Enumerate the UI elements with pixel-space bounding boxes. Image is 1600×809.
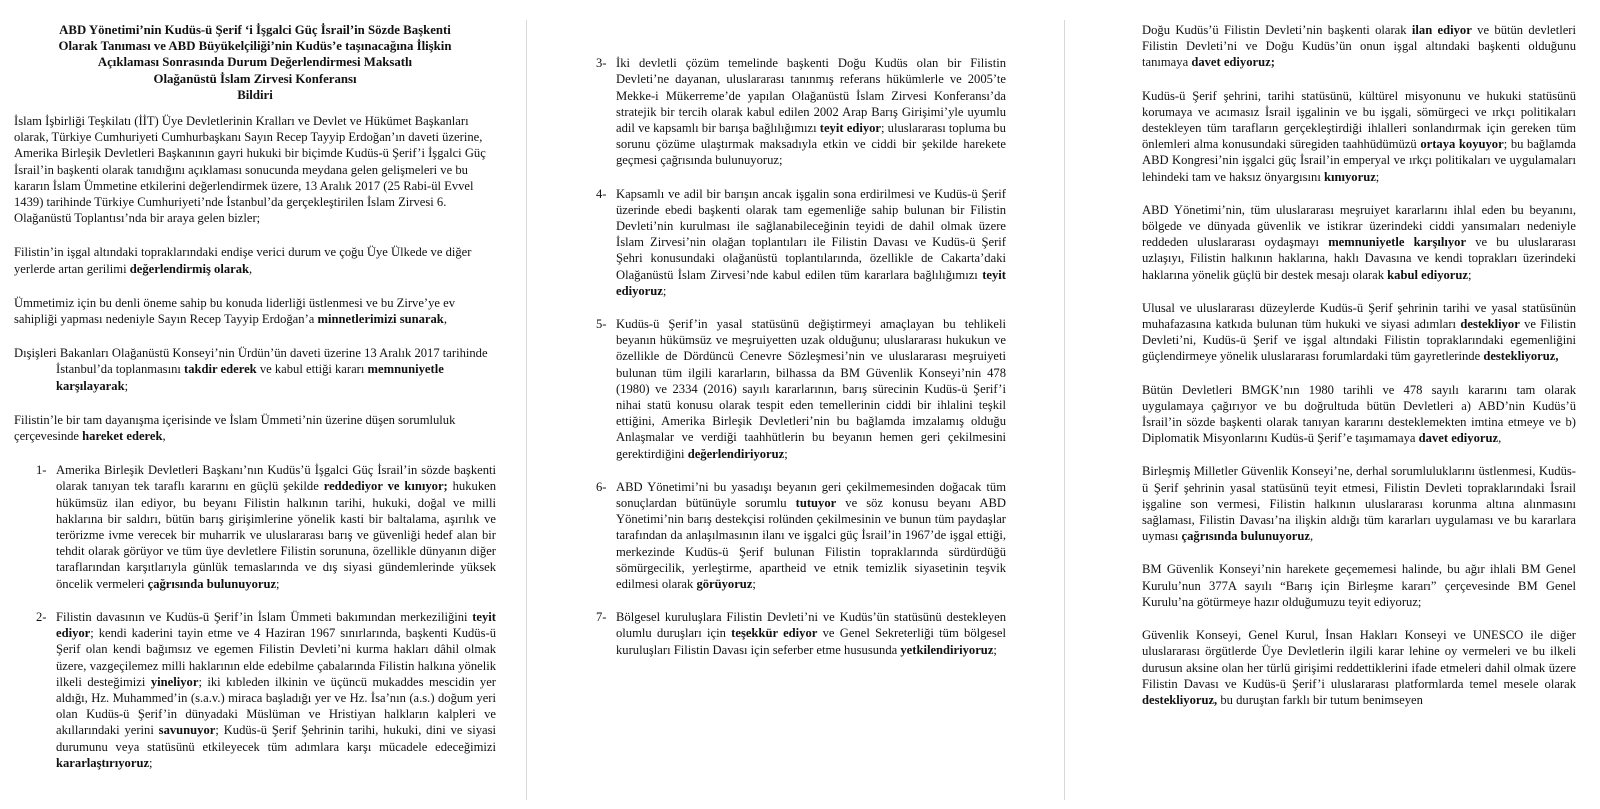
bold-text: teyit ediyor [56, 609, 496, 641]
text: Filistin’le bir tam dayanışma içerisinde ve İslam Ümmeti’nin üzerine düşen sorumluluk çerçevesinde [14, 412, 456, 444]
text: Bütün Devletleri BMGK’nın 1980 tarihli ve 478 sayılı kararını tam olarak uygulamaya çağırıyor ve bu doğrultuda bütün Devletleri a) ABD’nin Kudüs’ü İsrail’in sözde başkenti olarak tanıyan kararını desteklemekten imtina etmeye ve b) Diplomatik Misyonlarını Kudüs-ü Şerif’e taşımamaya [1142, 382, 1576, 446]
text: ; [784, 446, 788, 461]
title-line: Olarak Tanıması ve ABD Büyükelçiliği’nin Kudüs’e taşınacağına İlişkin [58, 39, 452, 54]
bold-text: teyit ediyoruz [616, 267, 1006, 298]
list-item [574, 479, 1006, 592]
list-item [1118, 202, 1576, 283]
text: ; [752, 577, 756, 592]
bold-text: takdir ederek [184, 362, 257, 377]
continuation-wrapper [574, 22, 1006, 38]
bold-text: destekliyoruz, [1483, 349, 1559, 364]
bold-text: yetkilendiriyoruz [900, 642, 994, 657]
list-item [14, 462, 496, 592]
text: ABD Yönetimi’ni bu yasadışı beyanın geri çekilmemesinden doğacak tüm sonuçlardan bütünüyle sorumlu [616, 479, 1006, 511]
bold-text: görüyoruz [696, 577, 753, 592]
text: ve Genel Sekreterliği tüm bölgesel kuruluşları Filistin Davası için seferber etme hususunda [616, 626, 1006, 657]
bold-text: kabul ediyoruz [1387, 267, 1468, 282]
text: ; [149, 755, 153, 770]
bold-text: tutuyor [795, 496, 837, 511]
text: ; uluslararası topluma bu sorunu çözüme ulaştırmak maksadıyla etkin ve ciddi bir şekilde harekete geçmesi çağrısında bulunuyoruz; [616, 121, 1006, 168]
item-number: 6- [596, 479, 607, 494]
text: BM Güvenlik Konseyi’nin harekete geçememesi halinde, bu ağır ihlali BM Genel Kurulu’nun 377A sayılı “Barış için Birleşme kararı” çerçevesinde BM Genel Kurulu’na götürmeye hazır olduğumuzu teyit ediyoruz; [1142, 562, 1576, 609]
title-line: Bildiri [237, 87, 273, 102]
bold-text: çağrısında bulunuyoruz [147, 576, 277, 591]
bold-text: çağrısında bulunuyoruz [1181, 529, 1310, 544]
column-divider [1064, 20, 1065, 800]
bold-text: davet ediyoruz; [1191, 55, 1275, 70]
text: Kudüs-ü Şerif şehrini, tarihi statüsünü, kültürel misyonunu ve hukuki statüsünü korumaya ve acımasız İsrail işgalinin ve bu işgali, sömürgeci ve ırkçı politikaları destekleyen tüm tarafların gerçekleştirdiği ihlalleri sonlandırmak için gereken tüm önlemleri alma konusundaki süregiden taahhüdümüzü [1142, 88, 1576, 152]
text: Bölgesel kuruluşlara Filistin Devleti’ni ve Kudüs’ün statüsünü destekleyen olumlu duruşları için [616, 610, 1006, 641]
intro-paragraph [14, 244, 496, 276]
text: Güvenlik Konseyi, Genel Kurul, İnsan Hakları Konseyi ve UNESCO ile diğer uluslararası örgütlerde Üye Devletlerin ilgili karar lehine oy vermeleri ve bu ilkeli durusun aksine olan her türlü girişimi reddettiklerini ifade etmeleri dahil olmak üzere Filistin Davası ve Kudüs-ü Şerif’i uluslararası platformlarda temel mesele olarak [1142, 628, 1576, 691]
list-item [1118, 88, 1576, 185]
bold-text: memnuniyetle karşılıyor [1328, 235, 1467, 250]
column-left [14, 22, 496, 802]
bold-text: minnetlerimizi sunarak [317, 312, 444, 327]
bold-text: memnuniyetle karşılayarak [56, 362, 444, 393]
item-number: 2- [36, 609, 47, 624]
intro-paragraph [14, 295, 496, 327]
text: , [443, 312, 447, 327]
item-number: 1- [36, 463, 47, 478]
bold-text: destekliyor [1460, 317, 1520, 332]
text: ; [276, 576, 280, 591]
column-right [1118, 22, 1576, 802]
text: ve bütün devletleri Filistin Devleti’ni ve Doğu Kudüs’ün onun işgal altındaki başkenti olduğunu tanımaya [1142, 23, 1576, 70]
list-item [1118, 463, 1576, 544]
text: ve kabul ettiği kararı [256, 362, 368, 377]
text: , [1309, 529, 1314, 544]
text: İstanbul’da toplanmasını [56, 362, 185, 377]
text: ; [1467, 267, 1472, 282]
text: ve bu uluslararası uzlaşıyı, Filistin halkının haklarına, haklı Davasına ve kendi toprakları üzerindeki haklarına yönelik güçlü bir destek mesajı olarak [1142, 235, 1576, 282]
bold-text: destekliyoruz, [1142, 692, 1218, 707]
bold-text: kınıyoruz [1324, 169, 1376, 184]
title-line: Açıklaması Sonrasında Durum Değerlendirmesi Maksatlı [97, 55, 413, 70]
list-item [574, 55, 1006, 168]
list-item [1118, 22, 1576, 71]
column-content [574, 22, 1006, 658]
bold-text: yineliyor [150, 674, 199, 689]
text: Filistin’in işgal altındaki topraklarındaki endişe verici durum ve çoğu Üye Ülkede ve diğer yerlerde artan gerilimi [14, 245, 472, 276]
item-number: 4- [596, 186, 607, 201]
text: Filistin davasının ve Kudüs-ü Şerif’in İslam Ümmeti bakımından merkeziliğini [56, 609, 473, 624]
text: ; Kudüs-ü Şerif Şehrinin tarihi, hukuki, dini ve siyasi durumunu veya statüsünü etkileyecek tüm adımlara karşı mücadele edeceğimizi [56, 723, 496, 754]
bold-text: hareket ederek [82, 429, 163, 444]
list-item [1118, 561, 1576, 610]
item-number: 5- [596, 317, 607, 332]
text: ; [124, 378, 129, 393]
text: Ümmetimiz için bu denli öneme sahip bu konuda liderliği üstlenmesi ve bu Zirve’ye ev sahipliği yapması nedeniyle Sayın Recep Tayyip Erdoğan’a [14, 295, 456, 327]
bold-text: kararlaştırıyoruz [56, 755, 150, 770]
bold-text: ortaya koyuyor [1420, 137, 1504, 152]
intro-paragraph [14, 412, 496, 444]
bold-text: davet ediyoruz [1418, 431, 1499, 446]
text: hukuken hükümsüz ilan ediyor, bu beyanı Filistin halkının tarihi, hukuki, doğal ve milli haklarına bir saldırı, bütün barış girişimlerine yönelik kasti bir baltalama, aşırılık ve terörizme ivme verecek bir muharrik ve uluslararası barış ve güvenliği hedef alan bir tehdit olarak görüyor ve tüm üye devletlere Filistin sorununa, özellikle dünyanın diğer taraflarından karşıtlarıyla günlük temaslarında ve dış siyasi gündemlerinde yüksek öncelik vermeleri [56, 479, 496, 591]
text: Doğu Kudüs’ü Filistin Devleti’nin başkenti olarak [1142, 23, 1412, 37]
title-line: ABD Yönetimi’nin Kudüs-ü Şerif ‘i İşgalci Güç İsrail’in Sözde Başkenti [59, 23, 451, 37]
list-item [14, 609, 496, 771]
bold-text: ilan ediyor [1411, 23, 1472, 37]
list-item [574, 609, 1006, 658]
bold-text: değerlendiriyoruz [687, 446, 785, 461]
bold-text: teşekkür ediyor [731, 626, 818, 641]
list-item [1118, 627, 1576, 708]
text: bu duruştan farklı bir tutum benimseyen [1217, 692, 1423, 707]
bold-text: savunuyor [158, 723, 216, 738]
text: ve söz konusu beyanı ABD Yönetimi’nin barış destekçisi rolünden çekilmesinin ve bunun tüm paydaşlar tarafından da anlaşılmasının ilanı ve işgalci güç İsrail’in 1967’de işgal ettiği, merkezinde Kudüs-ü Şerif bulunan Filistin topraklarında sürdürdüğü sömürgecilik, yerleştirme, apartheid ve etnik temizlik siyasetinin teşvik edilmesi olarak [616, 496, 1006, 592]
list-item [574, 186, 1006, 299]
column-divider [526, 20, 527, 800]
text: ; iki kıbleden ilkinin ve üçüncü mukaddes mescidin yer aldığı, Hz. Muhammed’in (s.a.v.) miraca başladığı yer ve Hz. İsa’nın (a.s.) doğum yeri olan Kudüs-ü Şerif’in dünyadaki Müslüman ve Hristiyan halkların kalpleri ve akıllarındaki yerini [56, 674, 496, 738]
text: Kudüs-ü Şerif’in yasal statüsünü değiştirmeyi amaçlayan bu tehlikeli beyanın hükümsüz ve meşruiyetten uzak olduğunu; uluslararası hukukun ve özellikle de Dördüncü Cenevre Sözleşmesi’nin ve uluslararası meşruiyeti bulunan tüm ilgili kararların, bilhassa da BM Güvenlik Konseyi’nin 478 (1980) ve 2334 (2016) sayılı kararlarının, barış sürecinin Kudüs-ü Şerif’i nihai statü konusu olarak tespit eden temellerinin ciddi bir ihlalini teşkil ettiğini, Amerika Birleşik Devletleri’nin bu bağlamda imzalamış olduğu Anlaşmalar ve verdiği taahhütlerin bu beyanın hemen geri çekilmesini gerektirdiğini [616, 317, 1006, 461]
text: ABD Yönetimi’nin, tüm uluslararası meşruiyet kararlarını ihlal eden bu beyanını, bölgede ve dünyada güvenlik ve istikrar üzerindeki ciddi yansımaları nedeniyle reddeden uluslararası oydaşmayı [1142, 202, 1576, 250]
text: ; [993, 642, 997, 657]
text: , [1498, 431, 1502, 446]
bold-text: teyit ediyor [819, 121, 881, 135]
text: ; kendi kaderini tayin etme ve 4 Haziran 1967 sınırlarında, başkenti Kudüs-ü Şerif olan kendi bağımsız ve egemen Filistin Devleti’ni kurma hakları dâhil olmak üzere, vazgeçilemez milli haklarının elde edebilme çabalarında Filistin halkına yönelik ilkeli desteğimizi [56, 626, 496, 689]
column-middle [574, 22, 1006, 802]
intro-paragraph: Dışişleri Bakanları Olağanüstü Konseyi’nin Ürdün’ün daveti üzerine 13 Aralık 2017 tarihinde [14, 346, 488, 361]
title-line: Olağanüstü İslam Zirvesi Konferansı [153, 71, 357, 86]
item-number: 3- [596, 56, 607, 71]
text: İki devletli çözüm temelinde başkenti Doğu Kudüs olan bir Filistin Devleti’ne dayanan, uluslararası tanınmış referans hükümlerle ve 2005’te Mekke-i Mükerreme’de yapılan Olağanüstü İslam Zirvesi Konferansı’da stratejik bir tercih olarak kabul edilen 2002 Arap Barış Girişimi’yle uyumlu adil ve kapsamlı bir barışa bağlılığımızı [616, 56, 1006, 135]
text: ; bu bağlamda ABD Kongresi’nin işgalci güç İsrail’in emperyal ve ırkçı politikaları ve uygulamaları lehindeki tam ve haksız önyargısını [1142, 137, 1576, 184]
document-title [14, 22, 496, 103]
intro-paragraph [14, 361, 496, 393]
text: Kapsamlı ve adil bir barışın ancak işgalin sona erdirilmesi ve Kudüs-ü Şerif üzerinde ebedi başkenti olarak tam egemenliğe sahip bulunan bir Filistin Devleti’nin kurulması ile sağlanabileceğinin teyidi de dahil olmak üzere İslam Zirvesi’nin olağan toplantıları ile Filistin Davası ve Kudüs-ü Şerif Şehri konusundaki olağanüstü toplantılarında, özellikle de Cakarta’daki Olağanüstü İslam Zirvesi’nde kabul edilen tüm kararlara bağlılığımızı [616, 186, 1006, 282]
intro-paragraph: İslam İşbirliği Teşkilatı (İİT) Üye Devletlerinin Kralları ve Devlet ve Hükümet Başkanları olarak, Türkiye Cumhuriyeti Cumhurbaşkanı Sayın Recep Tayyip Erdoğan’ın daveti üzerine, Amerika Birleşik Devletleri Başkanının gayri hukuki bir biçimde Kudüs-ü Şerif’i İşgalci Güç İsrail’in başkenti olarak tanıdığını açıklaması sonucunda meydana gelen gelişmeleri ve bu kararın İslam Ümmetine etkilerini değerlendirmek üzere, 13 Aralık 2017 (25 Rabi-ül Evvel 1439) tarihinde Türkiye Cumhuriyeti’nde İstanbul’da gerçekleştirilen İslam Zirvesi 6. Olağanüstü Toplantısı’nda bir araya gelen bizler; [14, 114, 486, 226]
list-item [1118, 300, 1576, 365]
list-item [574, 316, 1006, 462]
text: Ulusal ve uluslararası düzeylerde Kudüs-ü Şerif şehrinin tarihi ve yasal statüsünün muhafazasına katkıda bulunan tüm hukuki ve siyasi adımları [1142, 300, 1576, 332]
bold-text: değerlendirmiş olarak [129, 261, 250, 276]
list-item [1118, 382, 1576, 447]
text: ve Filistin Devleti’ni, Kudüs-ü Şerif ve işgal altındaki Filistin topraklarındaki egemenliğini güçlendirmeye yönelik uluslararası forumlardaki tüm gayretlerinde [1142, 317, 1576, 364]
bold-text: reddediyor ve kınıyor; [323, 479, 448, 494]
text: Birleşmiş Milletler Güvenlik Konseyi’ne, derhal sorumluluklarını üstlenmesi, Kudüs-ü Şerif şehrinin yasal statüsünü teyit etmesi, Filistin Devleti topraklarındaki İsrail işgaline son vermesi, Filistin halkının uluslararası korunma altına alınmasını sağlaması, Filistin Davası’na ilişkin aldığı tüm kararları uygulaması ve bu kararlara uyması [1142, 464, 1576, 544]
text: , [249, 261, 253, 276]
text: Amerika Birleşik Devletleri Başkanı’nın Kudüs’ü İşgalci Güç İsrail’in sözde başkenti olarak tanıyan tek taraflı kararını en güçlü şekilde [56, 463, 496, 494]
text: ; [1375, 169, 1380, 184]
item-number: 7- [596, 610, 607, 625]
text: , [162, 429, 166, 444]
text: ; [662, 283, 667, 298]
